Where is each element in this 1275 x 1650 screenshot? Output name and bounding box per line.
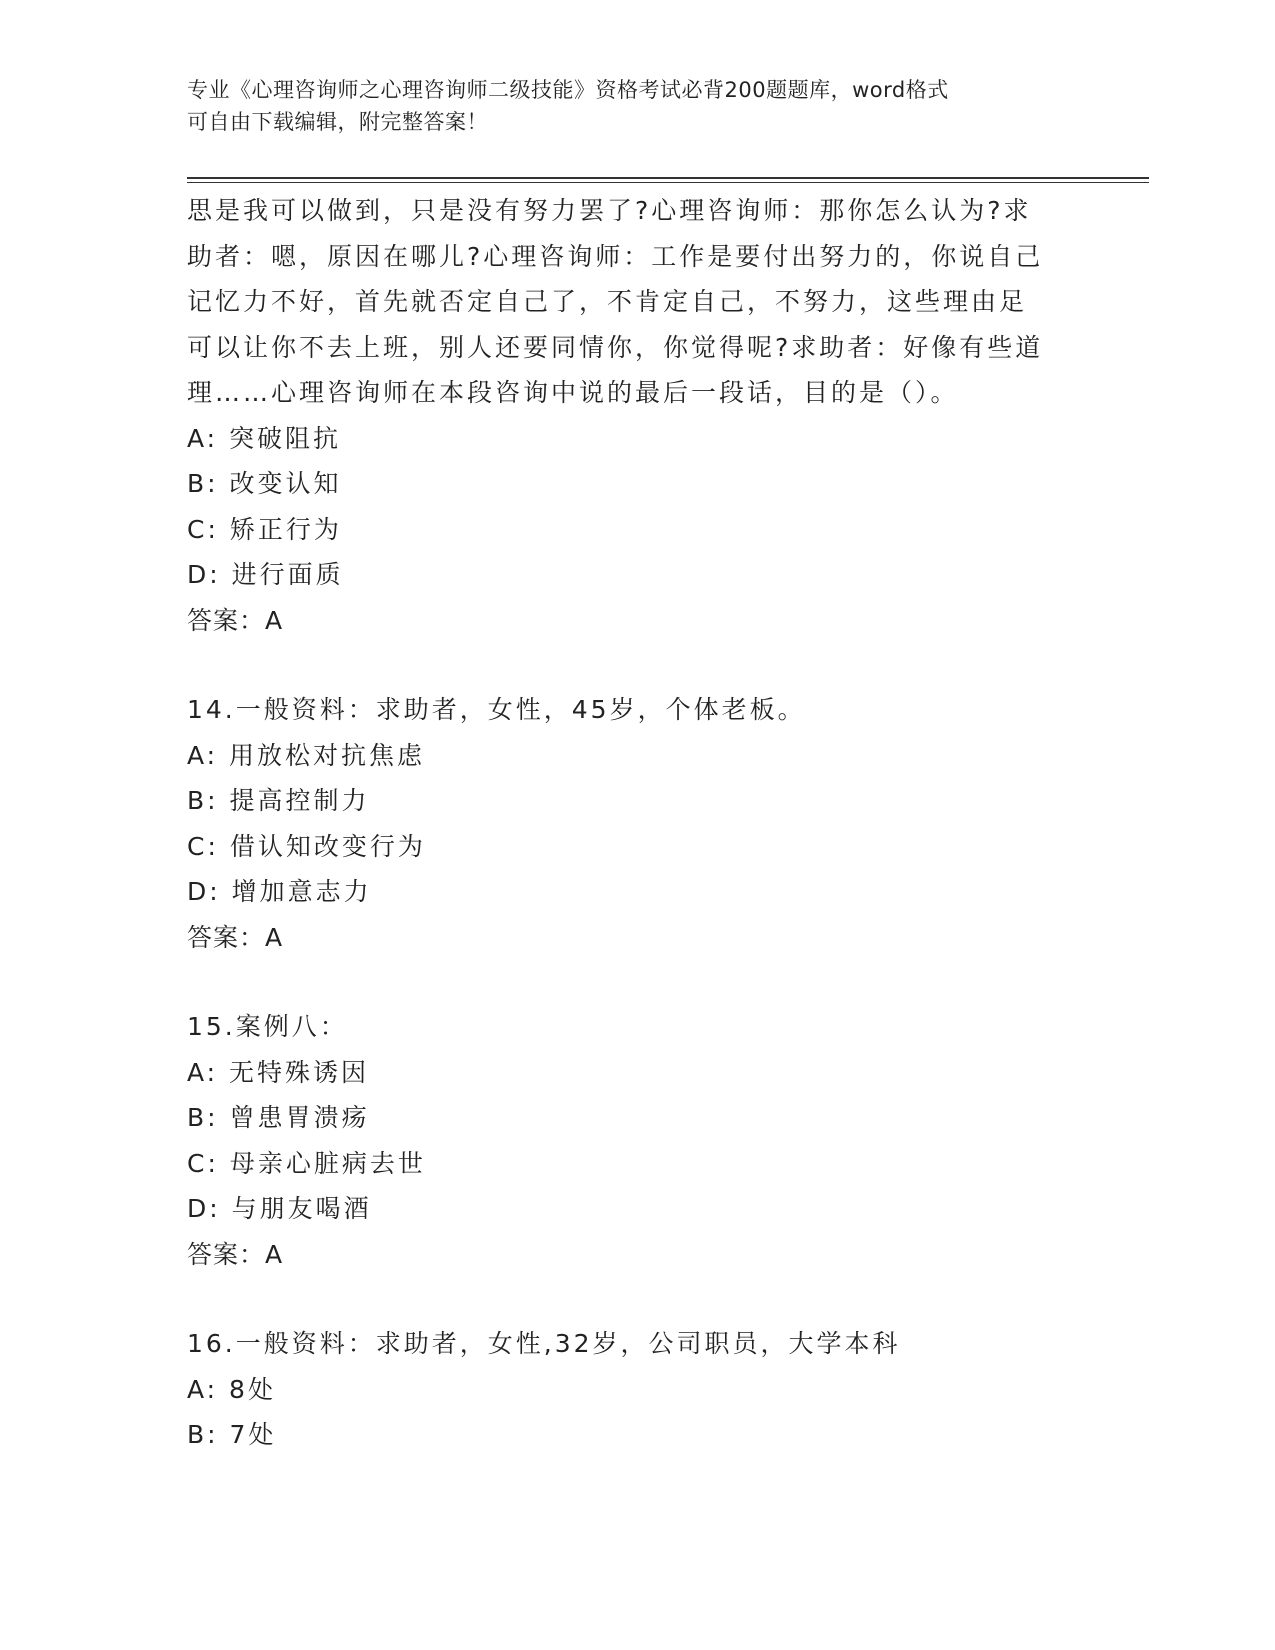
option-b	[187, 1095, 1087, 1141]
header-title-line-2: 可自由下载编辑，附完整答案！	[187, 110, 488, 134]
option-b	[187, 1412, 1087, 1458]
stem-line: 思是我可以做到，只是没有努力罢了?心理咨询师：那你怎么认为?求	[187, 196, 1032, 225]
option-text: 7处	[229, 1420, 277, 1449]
question-14	[187, 687, 1087, 960]
answer-line: 答案：A	[187, 1239, 284, 1269]
option-letter: A:	[187, 740, 219, 770]
option-text: 曾患胃溃疡	[229, 1103, 370, 1132]
question-16	[187, 1321, 1087, 1458]
option-letter: D:	[187, 877, 221, 906]
option-letter: B:	[187, 786, 219, 815]
option-text: 8处	[229, 1374, 276, 1404]
header-title-line-1: 专业《心理咨询师之心理咨询师二级技能》资格考试必背200题题库，word格式	[187, 78, 949, 102]
option-letter: A:	[187, 1374, 219, 1404]
option-letter: B:	[187, 469, 219, 498]
option-text: 增加意志力	[231, 877, 372, 906]
option-text: 无特殊诱因	[229, 1057, 370, 1087]
option-text: 改变认知	[229, 469, 342, 498]
option-letter: D:	[187, 560, 221, 589]
option-text: 用放松对抗焦虑	[229, 740, 426, 770]
option-text: 突破阻抗	[229, 423, 342, 453]
question-13-continuation	[187, 188, 1087, 643]
option-d	[187, 869, 1087, 915]
option-a	[187, 1367, 1087, 1413]
question-stem: 14.一般资料：求助者，女性，45岁，个体老板。	[187, 695, 806, 724]
header-divider-thin	[187, 182, 1149, 183]
answer-line: 答案：A	[187, 922, 284, 952]
option-b	[187, 461, 1087, 507]
option-letter: B:	[187, 1103, 219, 1132]
option-letter: A:	[187, 1057, 219, 1087]
option-letter: C:	[187, 1148, 219, 1178]
stem-line: 助者：嗯，原因在哪儿?心理咨询师：工作是要付出努力的，你说自己	[187, 241, 1044, 271]
option-letter: A:	[187, 423, 219, 453]
option-letter: D:	[187, 1194, 221, 1223]
page-header	[187, 74, 1087, 138]
question-stem: 15.案例八：	[187, 1012, 348, 1041]
option-text: 与朋友喝酒	[231, 1194, 372, 1223]
option-d	[187, 552, 1087, 598]
option-a	[187, 733, 1087, 779]
header-divider-thick	[187, 177, 1149, 179]
option-text: 矫正行为	[229, 514, 342, 544]
option-letter: B:	[187, 1420, 219, 1449]
option-c	[187, 824, 1087, 870]
option-a	[187, 416, 1087, 462]
answer-line: 答案：A	[187, 605, 284, 635]
option-letter: C:	[187, 831, 219, 861]
option-text: 借认知改变行为	[229, 831, 426, 861]
option-text: 提高控制力	[229, 786, 370, 815]
question-15	[187, 1004, 1087, 1277]
option-a	[187, 1050, 1087, 1096]
question-content	[187, 188, 1087, 1458]
question-stem: 16.一般资料：求助者，女性,32岁，公司职员，大学本科	[187, 1329, 901, 1358]
option-text: 进行面质	[231, 560, 344, 589]
option-text: 母亲心脏病去世	[229, 1148, 426, 1178]
option-c	[187, 507, 1087, 553]
stem-line: 记忆力不好，首先就否定自己了，不肯定自己，不努力，这些理由足	[187, 287, 1028, 316]
option-b	[187, 778, 1087, 824]
stem-line: 可以让你不去上班，别人还要同情你，你觉得呢?求助者：好像有些道	[187, 332, 1044, 362]
option-d	[187, 1186, 1087, 1232]
option-c	[187, 1141, 1087, 1187]
stem-line: 理……心理咨询师在本段咨询中说的最后一段话，目的是（）。	[187, 378, 959, 407]
option-letter: C:	[187, 514, 219, 544]
